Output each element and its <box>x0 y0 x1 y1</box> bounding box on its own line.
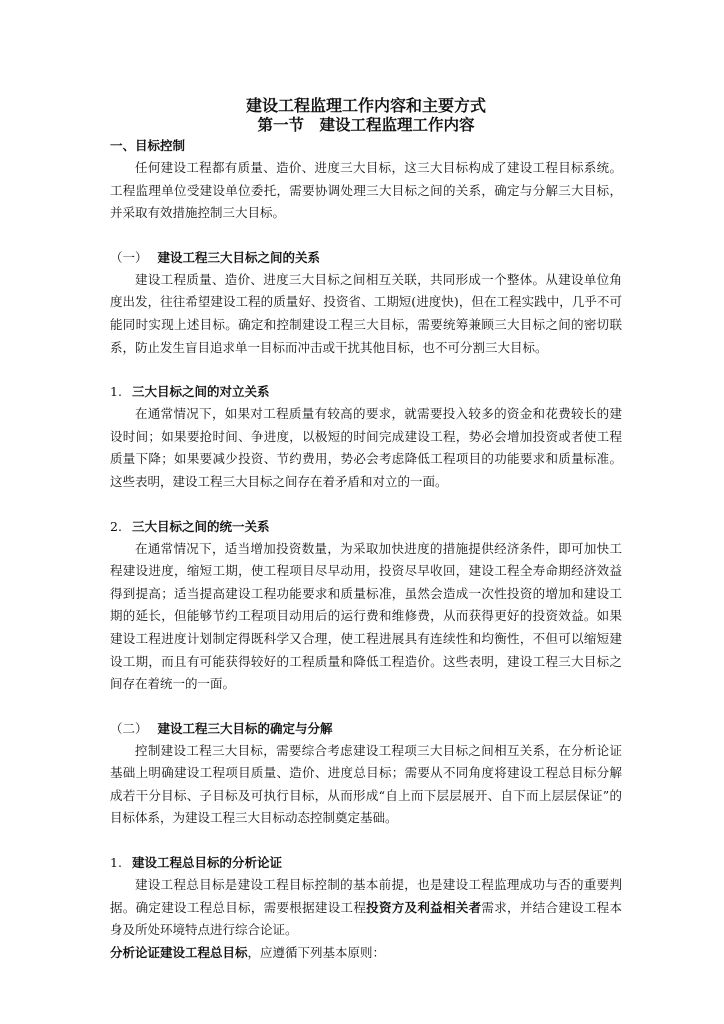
heading-number: 1. <box>110 384 122 400</box>
heading-text: 三大目标之间的统一关系 <box>131 518 270 534</box>
heading-determination <box>110 718 622 740</box>
heading-text: 建设工程三大目标之间的关系 <box>157 249 321 265</box>
paragraph-total-goal <box>110 874 622 942</box>
heading-text: 建设工程三大目标的确定与分解 <box>157 720 333 736</box>
section-subtitle: 第一节 建设工程监理工作内容 <box>257 116 475 134</box>
heading-relationship <box>110 247 622 269</box>
spacer <box>110 830 622 852</box>
heading-target-control: 一、目标控制 <box>110 138 186 153</box>
spacer <box>110 494 622 516</box>
spacer <box>110 359 622 381</box>
emphasis-text: 投资方及利益相关者 <box>366 899 482 915</box>
paragraph-determination: 控制建设工程三大目标，需要综合考虑建设工程项三大目标之间相互关系，在分析论证基础上明确建设工程项目质量、造价、进度总目标；需要从不同角度将建设工程总目标分解成若干分目标、子目标及可执行目标，从而形成“自上而下层层展开、自下而上层层保证”的目标体系，为建设工程三大目标动态控制奠定基础。 <box>110 742 622 826</box>
paragraph-target-control: 任何建设工程都有质量、造价、进度三大目标，这三大目标构成了建设工程目标系统。工程监理单位受建设单位委托，需要协调处理三大目标之间的关系，确定与分解三大目标，并采取有效措施控制三大目标。 <box>110 160 622 221</box>
heading-text: 建设工程总目标的分析论证 <box>131 855 282 871</box>
paragraph-unity: 在通常情况下，适当增加投资数量，为采取加快进度的措施提供经济条件，即可加快工程建设进度，缩短工期，使工程项目尽早动用，投资尽早收回，建设工程全寿命期经济效益得到提高；适当提高建设工程功能要求和质量标准，虽然会造成一次性投资的增加和建设工期的延长，但能够节约工程项目动用后的运行费和维修费，从而获得更好的投资效益。如果建设工程进度计划制定得既科学又合理，使工程进展具有连续性和均衡性，不但可以缩短建设工期，而且有可能获得较好的工程质量和降低工程造价。这些表明，建设工程三大目标之间存在着统一的一面。 <box>110 540 622 692</box>
page-title: 建设工程监理工作内容和主要方式 <box>245 96 486 115</box>
spacer <box>110 225 622 247</box>
heading-number: （二） <box>110 720 148 736</box>
paragraph-principles <box>110 942 622 965</box>
document-page <box>110 96 622 964</box>
paragraph-text: 建设工程总目标是建设工程目标控制的基本前提，也是建设工程监理成功与否的重要判据。确定建设工程总目标，需要根据建设工程 <box>110 877 622 915</box>
heading-number: 2. <box>110 518 122 534</box>
heading-number: 1. <box>110 855 122 871</box>
paragraph-text: 需求，并结合建设工程本身及所处环境特点进行综合论证。 <box>110 899 622 938</box>
heading-opposition <box>110 381 622 403</box>
heading-text: 三大目标之间的对立关系 <box>131 384 270 400</box>
heading-unity <box>110 516 622 538</box>
spacer <box>110 696 622 718</box>
heading-total-goal <box>110 852 622 874</box>
emphasis-text: 分析论证建设工程总目标 <box>110 944 248 960</box>
paragraph-text: ，应遵循下列基本原则： <box>247 944 386 960</box>
paragraph-opposition: 在通常情况下，如果对工程质量有较高的要求，就需要投入较多的资金和花费较长的建设时间；如果要抢时间、争进度，以极短的时间完成建设工程，势必会增加投资或者使工程质量下降；如果要减少投资、节约费用，势必会考虑降低工程项目的功能要求和质量标准。这些表明，建设工程三大目标之间存在着矛盾和对立的一面。 <box>110 406 622 489</box>
heading-number: （一） <box>110 249 148 265</box>
paragraph-relationship: 建设工程质量、造价、进度三大目标之间相互关联，共同形成一个整体。从建设单位角度出发，往往希望建设工程的质量好、投资省、工期短(进度快)，但在工程实践中，几乎不可能同时实现上述目标。确定和控制建设工程三大目标，需要统筹兼顾三大目标之间的密切联系，防止发生盲目追求单一目标而冲击或干扰其他目标，也不可分割三大目标。 <box>110 271 622 355</box>
